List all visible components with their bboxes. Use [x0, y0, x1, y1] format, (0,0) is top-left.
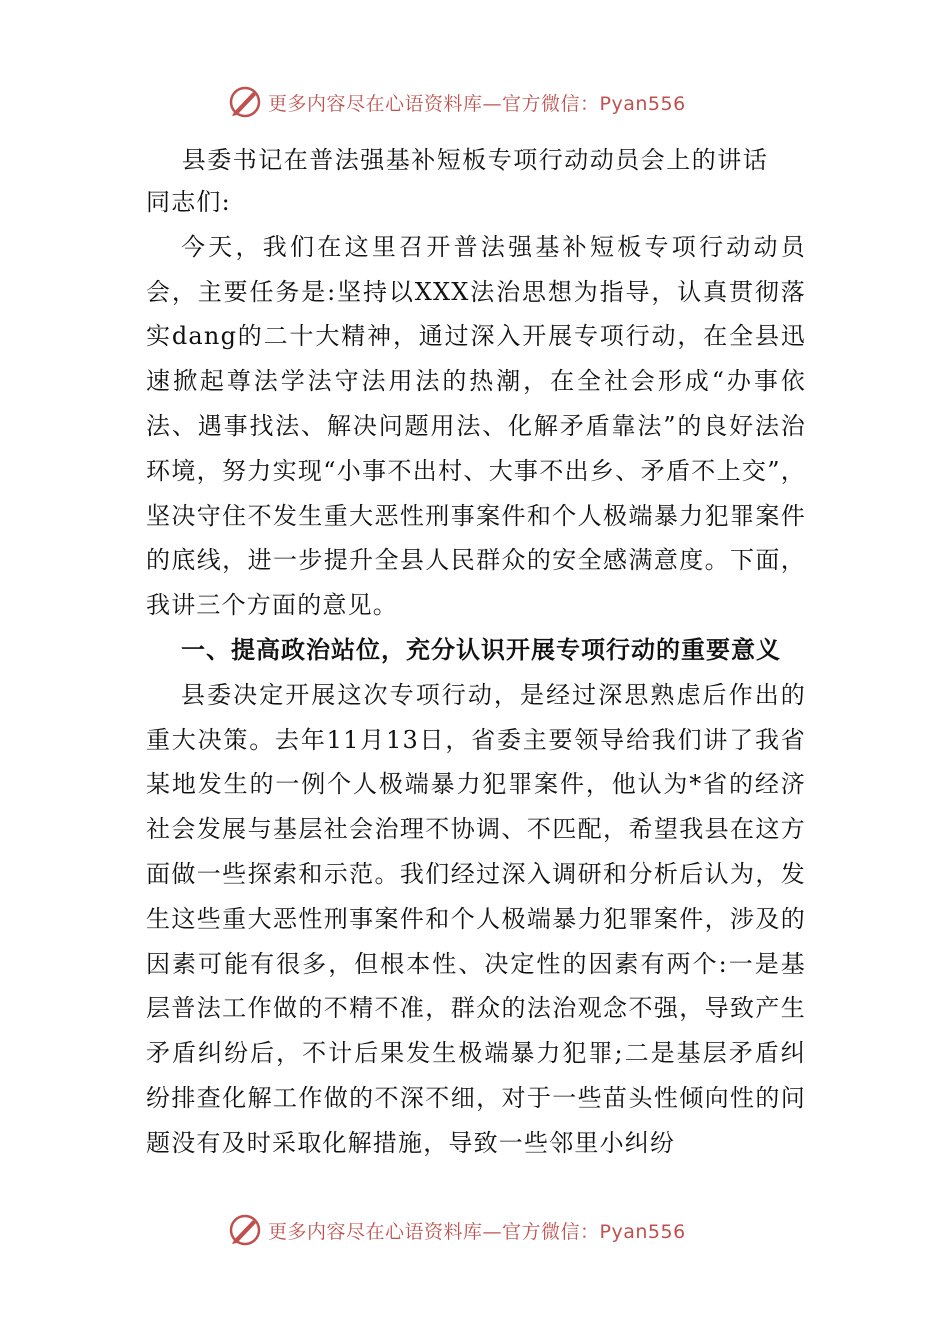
watermark-text: [268, 89, 686, 116]
watermark-id: Pyan556: [599, 92, 686, 115]
document-title: 县委书记在普法强基补短板专项行动动员会上的讲话: [181, 146, 769, 174]
watermark-separator: —: [482, 1220, 503, 1243]
watermark-main: 更多内容尽在心语资料库: [268, 92, 483, 115]
header-watermark: [228, 84, 748, 120]
pen-circle-logo-icon: [228, 1213, 262, 1247]
watermark-separator: —: [482, 92, 503, 115]
watermark-id: Pyan556: [599, 1220, 686, 1243]
intro-paragraph: 今天，我们在这里召开普法强基补短板专项行动动员会，主要任务是:坚持以XXX法治思想为指导，认真贯彻落实dang的二十大精神，通过深入开展专项行动，在全县迅速掀起尊法学法守法用法的热潮，在全社会形成“办事依法、遇事找法、解决问题用法、化解矛盾靠法”的良好法治环境，努力实现“小事不出村、大事不出乡、矛盾不上交”，坚决守住不发生重大恶性刑事案件和个人极端暴力犯罪案件的底线，进一步提升全县人民群众的安全感满意度。下面，我讲三个方面的意见。: [146, 232, 806, 620]
watermark-suffix: 官方微信：: [502, 1220, 600, 1243]
watermark-suffix: 官方微信：: [502, 92, 600, 115]
section-paragraph: 县委决定开展这次专项行动，是经过深思熟虑后作出的重大决策。去年11月13日，省委主要领导给我们讲了我省某地发生的一例个人极端暴力犯罪案件，他认为*省的经济社会发展与基层社会治理不协调、不匹配，希望我县在这方面做一些探索和示范。我们经过深入调研和分析后认为，发生这些重大恶性刑事案件和个人极端暴力犯罪案件，涉及的因素可能有很多，但根本性、决定性的因素有两个:一是基层普法工作做的不精不准，群众的法治观念不强，导致产生矛盾纠纷后，不计后果发生极端暴力犯罪;二是基层矛盾纠纷排查化解工作做的不深不细，对于一些苗头性倾向性的问题没有及时采取化解措施，导致一些邻里小纠纷: [146, 680, 806, 1157]
section-heading: 一、提高政治站位，充分认识开展专项行动的重要意义: [181, 634, 781, 664]
document-body: [146, 180, 806, 1166]
pen-circle-logo-icon: [228, 85, 262, 119]
salutation: 同志们:: [146, 188, 231, 216]
footer-watermark: [228, 1212, 748, 1248]
watermark-main: 更多内容尽在心语资料库: [268, 1220, 483, 1243]
watermark-text: [268, 1217, 686, 1244]
